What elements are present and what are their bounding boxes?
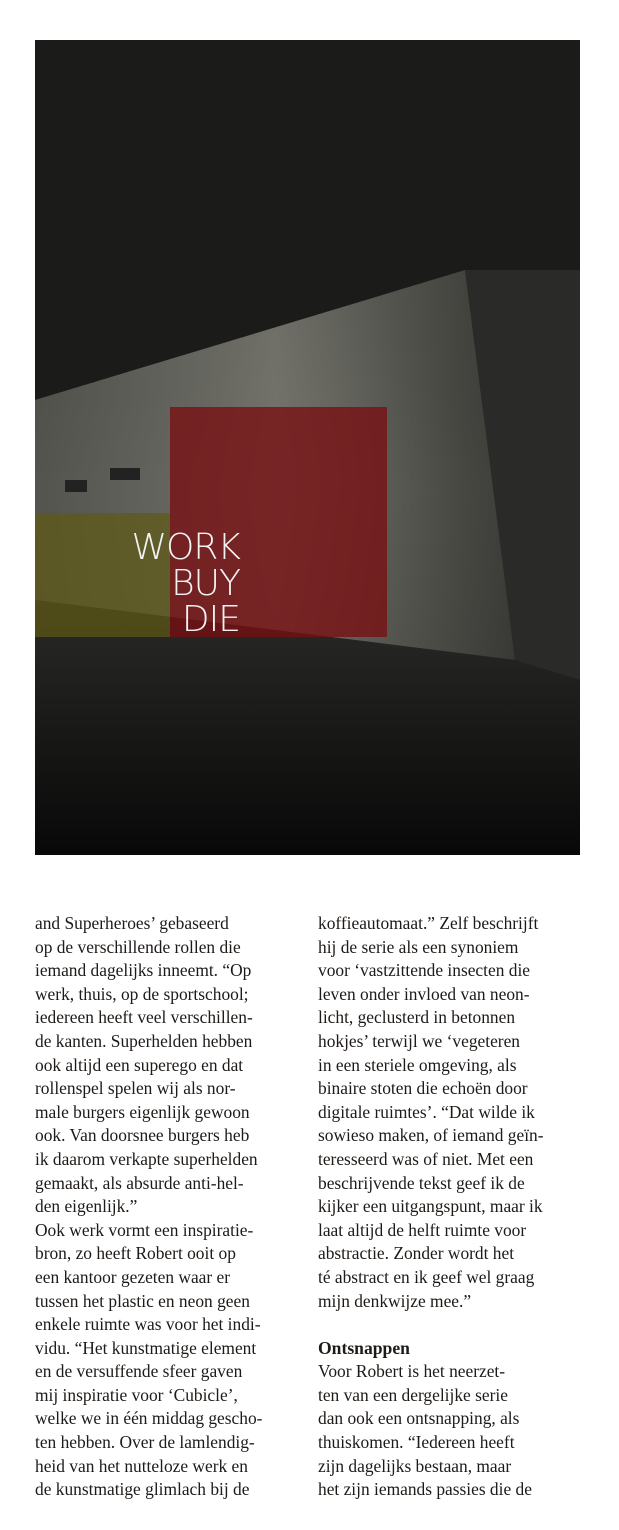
text-line: werk, thuis, op de sportschool; [35, 983, 249, 1004]
text-line: koffieautomaat.” Zelf beschrijft [318, 913, 539, 933]
text-line: den eigenlijk.” [35, 1196, 138, 1217]
text-line: voor ‘vastzittende insecten die [318, 960, 530, 981]
text-line: kijker een uitgangspunt, maar ik [318, 1196, 543, 1217]
right-column-text-continued [318, 1360, 544, 1502]
text-line: licht, geclusterd in betonnen [318, 1007, 516, 1028]
text-line: de kanten. Superhelden hebben [35, 1030, 253, 1051]
text-line: bron, zo heeft Robert ooit op [35, 1243, 236, 1264]
text-line: Voor Robert is het neerzet- [318, 1361, 506, 1382]
text-line: sowieso maken, of iemand geïn- [318, 1125, 544, 1146]
text-line: leven onder invloed van neon- [318, 983, 530, 1004]
text-line: en de versuffende sfeer gaven [35, 1361, 243, 1382]
text-line: enkele ruimte was voor het indi- [35, 1314, 261, 1335]
text-line: ten hebben. Over de lamlendig- [35, 1432, 255, 1453]
text-line: dan ook een ontsnapping, als [318, 1408, 520, 1429]
text-line: mij inspiratie voor ‘Cubicle’, [35, 1384, 238, 1405]
text-line: vidu. “Het kunstmatige element [35, 1337, 257, 1358]
text-line: iemand dagelijks inneemt. “Op [35, 960, 252, 981]
text-line: heid van het nutteloze werk en [35, 1455, 248, 1476]
text-line: ook altijd een superego en dat [35, 1054, 244, 1075]
text-line: een kantoor gezeten waar er [35, 1266, 231, 1287]
right-column-text [318, 912, 544, 1313]
text-line: ik daarom verkapte superhelden [35, 1148, 258, 1169]
text-line: zijn dagelijks bestaan, maar [318, 1455, 512, 1476]
text-line: digitale ruimtes’. “Dat wilde ik [318, 1101, 535, 1122]
text-line: tussen het plastic en neon geen [35, 1290, 250, 1311]
text-line: hokjes’ terwijl we ‘vegeteren [318, 1030, 520, 1051]
text-line: binaire stoten die echoën door [318, 1078, 528, 1099]
text-line: teresseerd was of niet. Met een [318, 1148, 534, 1169]
title-line: DIE [181, 599, 240, 640]
text-line: té abstract en ik geef wel graag [318, 1266, 535, 1287]
text-line: Ook werk vormt een inspiratie- [35, 1219, 254, 1240]
text-line: mijn denkwijze mee.” [318, 1290, 472, 1311]
text-line: male burgers eigenlijk gewoon [35, 1101, 250, 1122]
article-column-left [35, 912, 262, 1502]
title-line: BUY [171, 563, 240, 604]
text-line: iedereen heeft veel verschillen- [35, 1007, 253, 1028]
article-photo [35, 40, 580, 855]
text-line: de kunstmatige glimlach bij de [35, 1479, 250, 1500]
photo-title-overlay [35, 527, 240, 640]
paragraph-spacer [318, 1313, 544, 1337]
text-line: ten van een dergelijke serie [318, 1384, 508, 1405]
section-heading: Ontsnappen [318, 1337, 410, 1358]
text-line: hij de serie als een synoniem [318, 936, 519, 957]
article-column-right [318, 912, 544, 1502]
text-line: rollenspel spelen wij als nor- [35, 1078, 236, 1099]
text-line: laat altijd de helft ruimte voor [318, 1219, 527, 1240]
text-line: beschrijvende tekst geef ik de [318, 1172, 525, 1193]
text-line: abstractie. Zonder wordt het [318, 1243, 515, 1264]
text-line: ook. Van doorsnee burgers heb [35, 1125, 250, 1146]
text-line: thuiskomen. “Iedereen heeft [318, 1432, 515, 1453]
text-line: gemaakt, als absurde anti-hel- [35, 1172, 244, 1193]
text-line: and Superheroes’ gebaseerd [35, 913, 229, 933]
text-line: welke we in één middag gescho- [35, 1408, 263, 1429]
text-line: het zijn iemands passies die de [318, 1479, 532, 1500]
text-line: op de verschillende rollen die [35, 936, 241, 957]
title-line: WORK [131, 527, 240, 568]
text-line: in een steriele omgeving, als [318, 1054, 517, 1075]
